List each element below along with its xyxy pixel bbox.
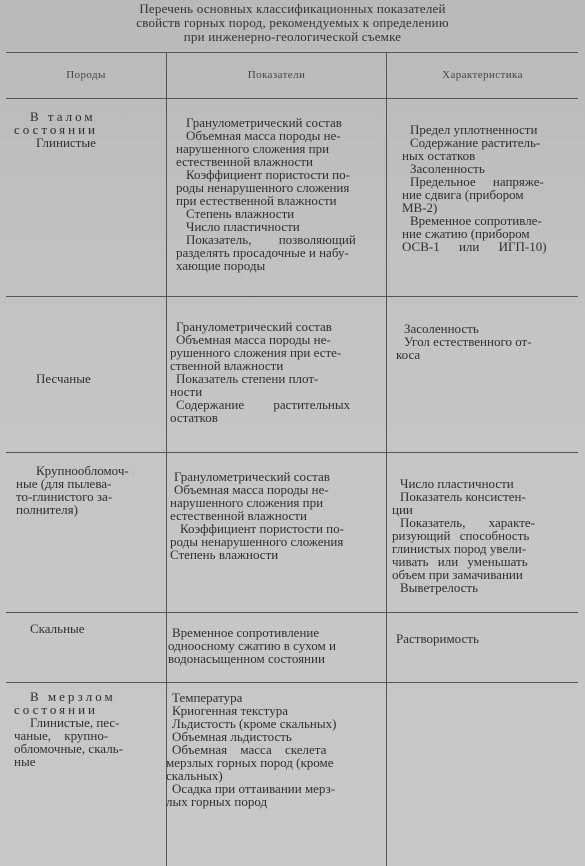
rock-name: Глинистые [36,135,96,150]
indicator-line: Гранулометрический состав [174,469,330,484]
indicator-line: Показатель, позволяющий [186,232,356,247]
characteristic-line: Предельное напряже- [410,174,544,189]
row-divider [6,682,578,683]
characteristic-line: Угол естественного от- [404,334,532,349]
characteristic-line: Показатель, характе- [400,515,536,530]
characteristic-line: ние сдвига (прибором [402,187,524,202]
indicator-line: Коэффициент пористости по- [186,167,350,182]
rock-name: ные (для пылева- [16,476,112,491]
characteristic-cell-clayey [396,123,574,253]
indicator-line: роды ненарушенного сложения [170,534,344,549]
indicator-line: Число пластичности [186,219,300,234]
table-title [0,2,585,44]
indicators-cell-frozen [166,691,382,808]
rock-name: то-глинистого за- [16,489,113,504]
rock-name: Глинистые, пес- [30,715,120,730]
column-divider [386,52,387,866]
indicator-line: Содержание растительных [176,397,351,412]
title-line: свойств горных пород, рекомендуемых к определению [136,15,449,30]
rock-name: ные [14,754,36,769]
row-divider [6,612,578,613]
characteristic-line: ОСВ-1 или ИГП-10) [402,239,547,254]
rock-cell-clayey [14,110,162,149]
indicator-line: остатков [170,410,218,425]
indicator-line: Степень влажности [170,547,279,562]
indicator-line: естественной влажности [176,154,313,169]
row-divider [6,296,578,297]
indicator-line: скальных) [166,768,223,783]
indicators-cell-sandy [170,320,382,424]
characteristic-line: МВ-2) [402,200,438,215]
indicator-line: ности [170,384,203,399]
indicator-line: Объемная масса скелета [172,742,327,757]
indicators-cell-coarse [166,470,382,561]
rock-cell-coarse [16,464,162,516]
indicator-line: разделять просадочные и набу- [176,245,349,260]
indicator-line: нарушенного сложения при [176,141,330,156]
characteristic-line: Показатель консистен- [400,489,526,504]
indicator-line: Осадка при оттаивании мерз- [172,781,336,796]
rock-name: Крупнообломоч- [36,463,129,478]
indicator-line: Объемная масса породы не- [176,332,331,347]
indicator-line: при естественной влажности [176,193,337,208]
characteristic-line: ции [392,502,413,517]
header-characteristic: Характеристика [442,69,523,81]
characteristic-cell-sandy [396,322,574,361]
indicator-line: Гранулометрический состав [186,115,342,130]
characteristic-line: ние сжатию (прибором [402,226,530,241]
indicator-line: одноосному сжатию в сухом и [168,638,336,653]
characteristic-line: Содержание раститель- [410,135,541,150]
indicator-line: Коэффициент пористости по- [180,521,344,536]
indicator-line: рушенного сложения при есте- [170,345,342,360]
rock-name: Скальные [30,621,85,636]
indicator-line: Криогенная текстура [172,703,288,718]
title-line: при инженерно-геологической съемке [183,29,402,44]
rock-name: полнителя) [16,502,78,517]
title-line: Перечень основных классификационных показателей [139,1,446,16]
indicator-line: Объемная льдистость [172,729,292,744]
rock-cell-frozen [14,690,162,768]
rock-state-label: В талом [30,109,96,124]
rock-cell-rocky [30,622,162,635]
header-bottom-rule [6,98,578,99]
rock-cell-sandy [36,372,162,385]
indicator-line: лых горных пород [166,794,268,809]
characteristic-line: Число пластичности [400,476,514,491]
characteristic-line: глинистых пород увели- [392,541,527,556]
indicator-line: Временное сопротивление [172,625,320,640]
characteristic-cell-rocky [396,632,574,645]
rock-state-label: В мерзлом [30,689,116,704]
indicator-line: хающие породы [176,258,266,273]
rock-state-label: состоянии [14,702,98,717]
characteristic-line: объем при замачивании [392,567,523,582]
indicator-line: Гранулометрический состав [176,319,332,334]
indicator-line: мерзлых горных пород (кроме [166,755,334,770]
indicator-line: Объемная масса породы не- [186,128,341,143]
indicator-line: Объемная масса породы не- [174,482,329,497]
rock-state-label: состоянии [14,122,98,137]
characteristic-line: Засоленность [410,161,485,176]
indicator-line: нарушенного сложения при [170,495,324,510]
characteristic-line: ризующий способность [392,528,530,543]
indicator-line: водонасыщенном состоянии [168,651,325,666]
indicators-cell-rocky [168,626,382,665]
characteristic-line: чивать или уменьшать [392,554,528,569]
row-divider [6,452,578,453]
characteristic-line: ных остатков [402,148,476,163]
rock-name: обломочные, скаль- [14,741,123,756]
rock-name: чаные, крупно- [14,728,109,743]
indicator-line: естественной влажности [170,508,307,523]
indicators-cell-clayey [176,116,382,272]
characteristic-line: Выветрелость [400,580,479,595]
characteristic-cell-coarse [392,477,574,594]
header-indicators: Показатели [247,69,306,81]
indicator-line: Льдистость (кроме скальных) [172,716,337,731]
indicator-line: Температура [172,690,243,705]
characteristic-line: Засоленность [404,321,479,336]
characteristic-line: Предел уплотненности [410,122,538,137]
indicator-line: роды ненарушенного сложения [176,180,350,195]
characteristic-line: коса [396,347,421,362]
header-rocks: Породы [66,69,106,81]
indicator-line: Степень влажности [186,206,295,221]
characteristic-line: Растворимость [396,631,479,646]
rock-name: Песчаные [36,371,91,386]
indicator-line: Показатель степени плот- [176,371,319,386]
indicator-line: ственной влажности [170,358,284,373]
characteristic-line: Временное сопротивле- [410,213,542,228]
